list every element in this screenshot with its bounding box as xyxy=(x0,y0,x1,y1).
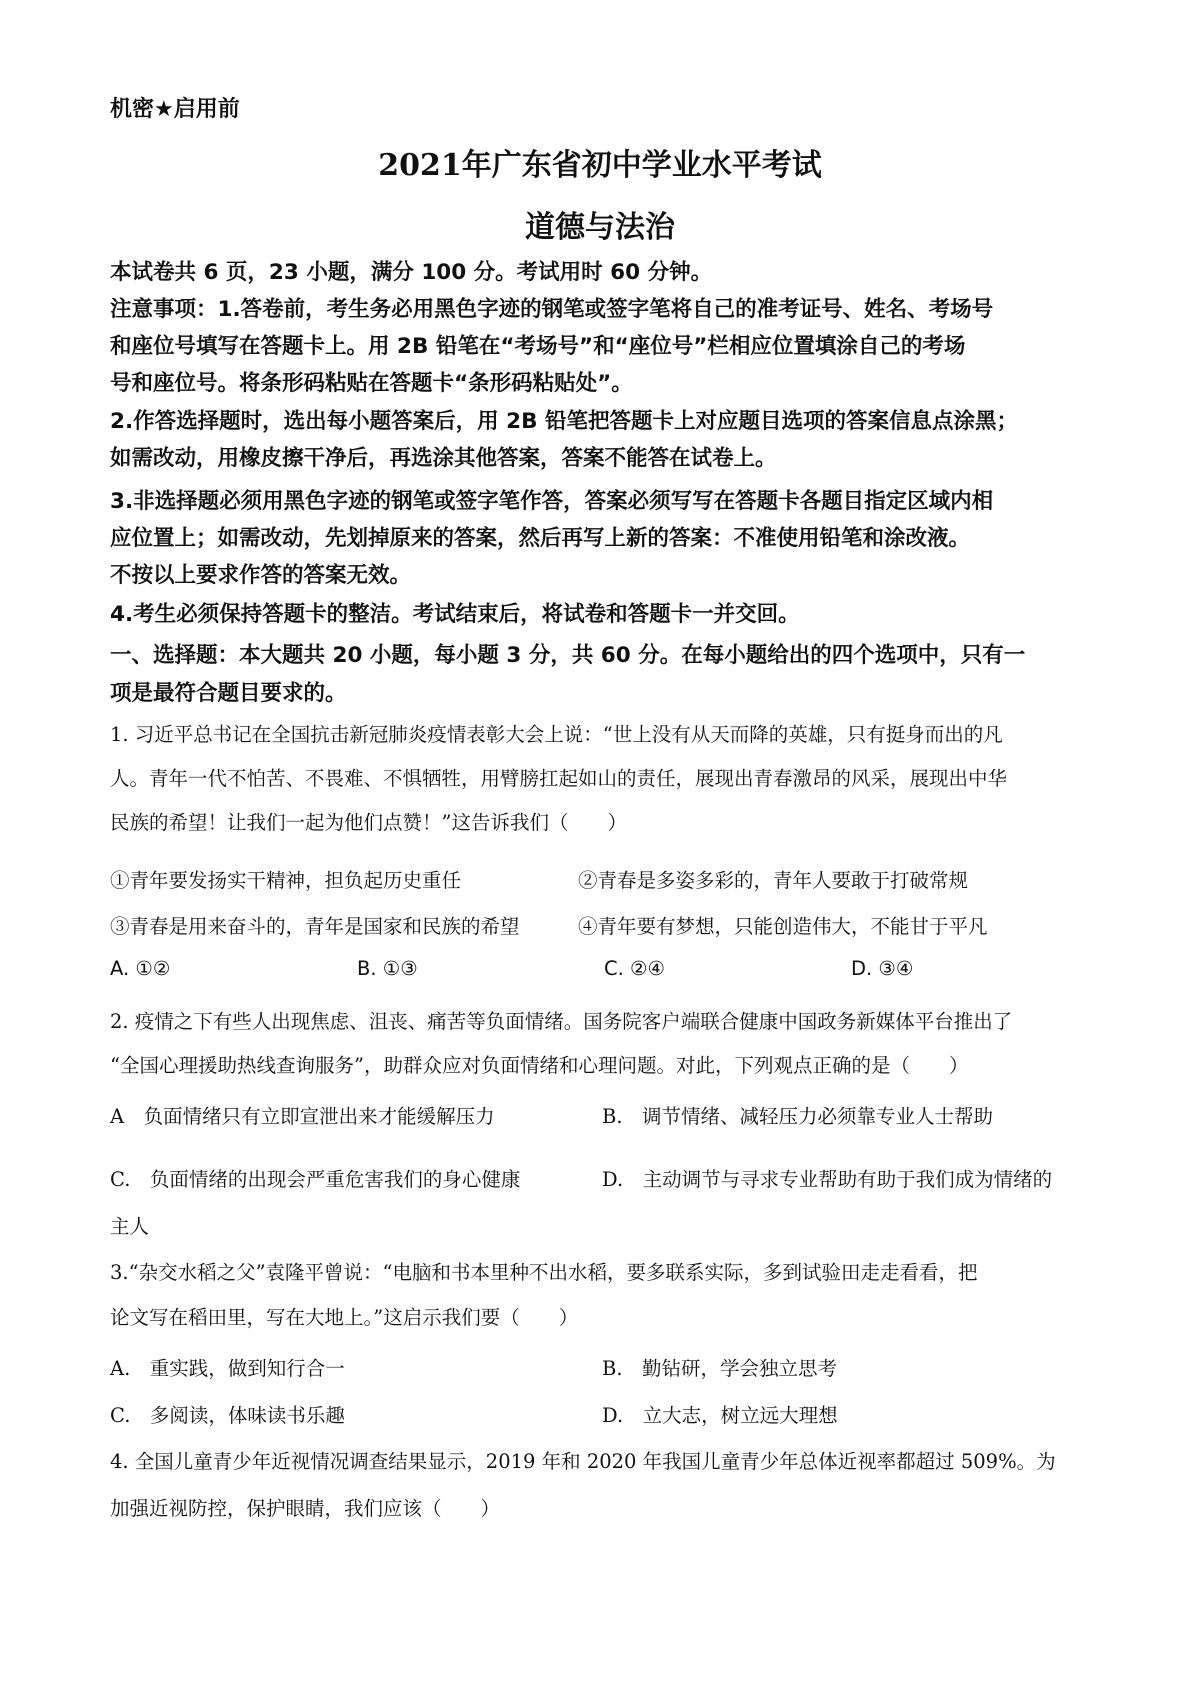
q1-option-c: C. ②④ xyxy=(604,957,665,980)
q3-stem-line2: 论文写在稻田里，写在大地上。”这启示我们要（ ） xyxy=(110,1306,579,1329)
q2-option-a: A 负面情绪只有立即宣泄出来才能缓解压力 xyxy=(110,1105,495,1128)
note3-line3: 不按以上要求作答的答案无效。 xyxy=(110,563,412,588)
q1-stem-line1: 1. 习近平总书记在全国抗击新冠肺炎疫情表彰大会上说：“世上没有从天而降的英雄，只有挺身而出的凡 xyxy=(110,723,1003,746)
q3-stem-line1: 3.“杂交水稻之父”袁隆平曾说：“电脑和书本里种不出水稻，要多联系实际，多到试验田走走看看，把 xyxy=(110,1261,978,1284)
q3-option-a: A. 重实践，做到知行合一 xyxy=(110,1357,345,1380)
q2-option-d-line2: 主人 xyxy=(110,1215,150,1238)
q1-stem-line3: 民族的希望！让我们一起为他们点赞！”这告诉我们（ ） xyxy=(110,811,627,834)
note1-line1: 注意事项：1.答卷前，考生务必用黑色字迹的钢笔或签字笔将自己的准考证号、姓名、考场号 xyxy=(110,297,994,322)
q1-option-d: D. ③④ xyxy=(851,957,914,980)
note3-line1: 3.非选择题必须用黑色字迹的钢笔或签字笔作答，答案必须写写在答题卡各题目指定区域内相 xyxy=(110,489,994,514)
exam-subject: 道德与法治 xyxy=(525,210,675,245)
q1-statement-3: ③青春是用来奋斗的，青年是国家和民族的希望 xyxy=(110,915,520,938)
exam-title: 2021年广东省初中学业水平考试 xyxy=(378,148,822,183)
q2-stem-line2: “全国心理援助热线查询服务”，助群众应对负面情绪和心理问题。对此，下列观点正确的是（ ） xyxy=(110,1054,969,1077)
confidential-label: 机密★启用前 xyxy=(110,97,240,122)
note1-line2: 和座位号填写在答题卡上。用 2B 铅笔在“考场号”和“座位号”栏相应位置填涂自己的考场 xyxy=(110,334,966,359)
q1-option-b: B. ①③ xyxy=(357,957,418,980)
q1-statement-1: ①青年要发扬实干精神，担负起历史重任 xyxy=(110,869,462,892)
q1-statement-4: ④青年要有梦想，只能创造伟大，不能甘于平凡 xyxy=(578,915,988,938)
q4-stem-line2: 加强近视防控，保护眼睛，我们应该（ ） xyxy=(110,1497,501,1520)
exam-summary: 本试卷共 6 页，23 小题，满分 100 分。考试用时 60 分钟。 xyxy=(110,260,713,285)
note4: 4.考生必须保持答题卡的整洁。考试结束后，将试卷和答题卡一并交回。 xyxy=(110,602,800,627)
section1-line2: 项是最符合题目要求的。 xyxy=(110,681,347,706)
note2-line2: 如需改动，用橡皮擦干净后，再选涂其他答案，答案不能答在试卷上。 xyxy=(110,446,777,471)
section1-line1: 一、选择题：本大题共 20 小题，每小题 3 分，共 60 分。在每小题给出的四个选项中，只有一 xyxy=(110,643,1026,668)
q1-stem-line2: 人。青年一代不怕苦、不畏难、不惧牺牲，用臂膀扛起如山的责任，展现出青春激昂的风采，展现出中华 xyxy=(110,767,1008,790)
q4-stem-line1: 4. 全国儿童青少年近视情况调查结果显示，2019 年和 2020 年我国儿童青少年总体近视率都超过 509%。为 xyxy=(110,1450,1056,1473)
q2-stem-line1: 2. 疫情之下有些人出现焦虑、沮丧、痛苦等负面情绪。国务院客户端联合健康中国政务新媒体平台推出了 xyxy=(110,1010,1013,1033)
note2-line1: 2.作答选择题时，选出每小题答案后，用 2B 铅笔把答题卡上对应题目选项的答案信息点涂黑； xyxy=(110,409,1018,434)
q3-option-c: C. 多阅读，体味读书乐趣 xyxy=(110,1404,345,1427)
q1-option-a: A. ①② xyxy=(110,957,171,980)
q2-option-c: C. 负面情绪的出现会严重危害我们的身心健康 xyxy=(110,1168,521,1191)
q2-option-d-line1: D. 主动调节与寻求专业帮助有助于我们成为情绪的 xyxy=(602,1168,1053,1191)
q3-option-d: D. 立大志，树立远大理想 xyxy=(602,1404,838,1427)
note1-line3: 号和座位号。将条形码粘贴在答题卡“条形码粘贴处”。 xyxy=(110,371,633,396)
q2-option-b: B. 调节情绪、减轻压力必须靠专业人士帮助 xyxy=(602,1105,994,1128)
q3-option-b: B. 勤钻研，学会独立思考 xyxy=(602,1357,838,1380)
note3-line2: 应位置上；如需改动，先划掉原来的答案，然后再写上新的答案：不准使用铅笔和涂改液。 xyxy=(110,526,971,551)
q1-statement-2: ②青春是多姿多彩的，青年人要敢于打破常规 xyxy=(578,869,969,892)
